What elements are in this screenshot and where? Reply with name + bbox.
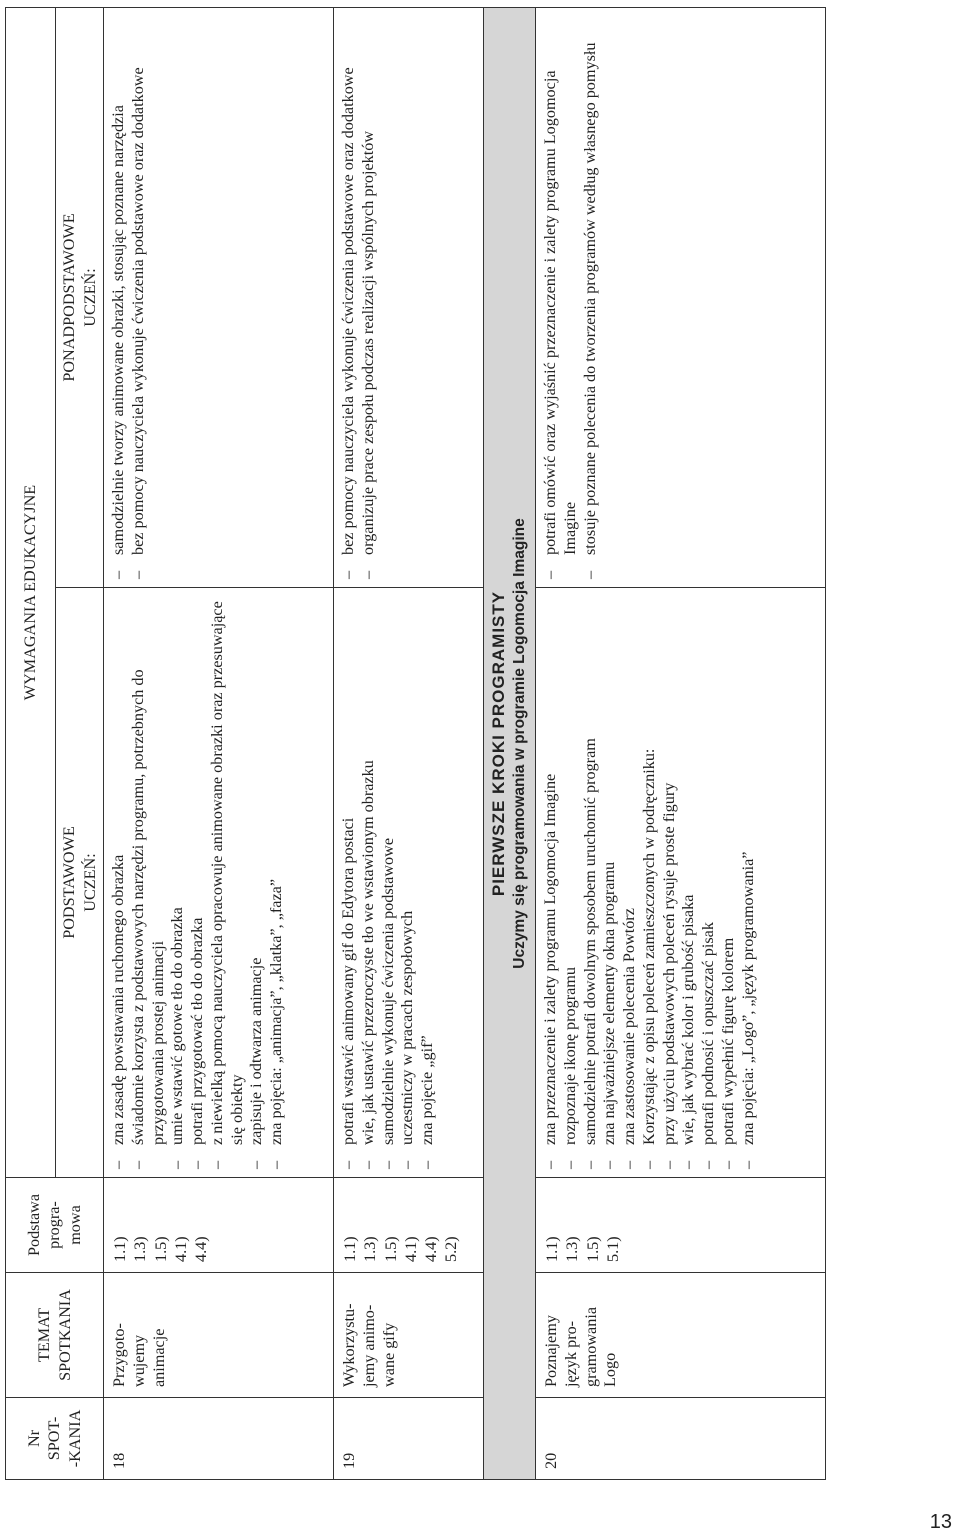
row-basic-requirements [334, 588, 484, 1178]
header-requirements: WYMAGANIA EDUKACYJNE [6, 8, 56, 1178]
header-basis: Podstawa progra- mowa [6, 1178, 104, 1273]
row-basis: 1.1) 1.3) 1.5) 5.1) [536, 1178, 826, 1273]
row-nr: 18 [104, 1398, 334, 1480]
list-item: – umie wstawić gotowe tło do obrazka [168, 594, 188, 1173]
header-basic: PODSTAWOWE UCZEŃ: [56, 588, 104, 1178]
row-topic: Przygoto- wujemy animacje [104, 1273, 334, 1398]
list-item: – stosuje poznane polecenia do tworzenia programów według własnego pomysłu [581, 14, 601, 583]
table-row [104, 8, 334, 1480]
row-advanced-requirements [536, 8, 826, 588]
list-item: – zna zastosowanie polecenia Powtórz [620, 594, 640, 1173]
list-item: – bez pomocy nauczyciela wykonuje ćwiczenia podstawowe oraz dodatkowe [129, 14, 149, 583]
list-item: – organizuje prace zespołu podczas realizacji wspólnych projektów [359, 14, 379, 583]
list-item: – uczestniczy w pracach zespołowych [398, 594, 418, 1173]
requirements-table [5, 7, 826, 1480]
list-item: – Korzystając z opisu poleceń zamieszczonych w podręczniku: [640, 594, 660, 1173]
list-item: – zna pojęcia: „animacja”, „klatka”, „faza” [267, 594, 287, 1173]
list-item: – świadomie korzysta z podstawowych narzędzi programu, potrzebnych do przygotowania prostej animacji [129, 594, 169, 1173]
list-item: – wie, jak ustawić przezroczyste tło we wstawionym obrazku [359, 594, 379, 1173]
section-header [484, 8, 536, 1480]
list-item: – zna pojęcia: „Logo”, „język programowania” [739, 594, 759, 1173]
row-basic-requirements [536, 588, 826, 1178]
list-item: – zapisuje i odtwarza animacje [247, 594, 267, 1173]
list-item: – rozpoznaje ikonę programu [561, 594, 581, 1173]
header-advanced: PONADPODSTAWOWE UCZEŃ: [56, 8, 104, 588]
row-advanced-requirements [334, 8, 484, 588]
list-item: – samodzielnie potrafi dowolnym sposobem uruchomić program [581, 594, 601, 1173]
list-item: – samodzielnie tworzy animowane obrazki, stosując poznane narzędzia [109, 14, 129, 583]
row-nr: 19 [334, 1398, 484, 1480]
list-item: – zna zasadę powstawania ruchomego obrazka [109, 594, 129, 1173]
list-item: – wie, jak wybrać kolor i grubość pisaka [679, 594, 699, 1173]
row-nr: 20 [536, 1398, 826, 1480]
section-title: PIERWSZE KROKI PROGRAMISTY [489, 590, 509, 897]
list-item: – potrafi podnosić i opuszczać pisak [699, 594, 719, 1173]
list-item: – zna przeznaczenie i zalety programu Logomocja Imagine [541, 594, 561, 1173]
table-row [536, 8, 826, 1480]
list-item: – potrafi wypełnić figurę kolorem [719, 594, 739, 1173]
list-item: – zna najważniejsze elementy okna programu [600, 594, 620, 1173]
list-item: – przy użyciu podstawowych poleceń rysuje proste figury [660, 594, 680, 1173]
header-nr: Nr SPOT- -KANIA [6, 1398, 104, 1480]
table-row [334, 8, 484, 1480]
header-topic: TEMAT SPOTKANIA [6, 1273, 104, 1398]
list-item: – zna pojęcie „gif” [418, 594, 438, 1173]
row-topic: Wykorzystu- jemy animo- wane gify [334, 1273, 484, 1398]
list-item: – potrafi przygotować tło do obrazka [188, 594, 208, 1173]
row-basis: 1.1) 1.3) 1.5) 4.1) 4.4) [104, 1178, 334, 1273]
page-number: 13 [929, 1511, 952, 1533]
row-advanced-requirements [104, 8, 334, 588]
row-basis: 1.1) 1.3) 1.5) 4.1) 4.4) 5.2) [334, 1178, 484, 1273]
list-item: – samodzielnie wykonuje ćwiczenia podstawowe [379, 594, 399, 1173]
row-basic-requirements [104, 588, 334, 1178]
list-item: – potrafi omówić oraz wyjaśnić przeznaczenie i zalety programu Logomocja Imagine [541, 14, 581, 583]
section-subtitle: Uczymy się programowania w programie Logomocja Imagine [511, 518, 529, 969]
row-topic: Poznajemy język pro- gramowania Logo [536, 1273, 826, 1398]
list-item: – bez pomocy nauczyciela wykonuje ćwiczenia podstawowe oraz dodatkowe [339, 14, 359, 583]
list-item: – z niewielką pomocą nauczyciela opracowuje animowane obrazki oraz przesuwające się obiekty [208, 594, 248, 1173]
list-item: – potrafi wstawić animowany gif do Edytora postaci [339, 594, 359, 1173]
